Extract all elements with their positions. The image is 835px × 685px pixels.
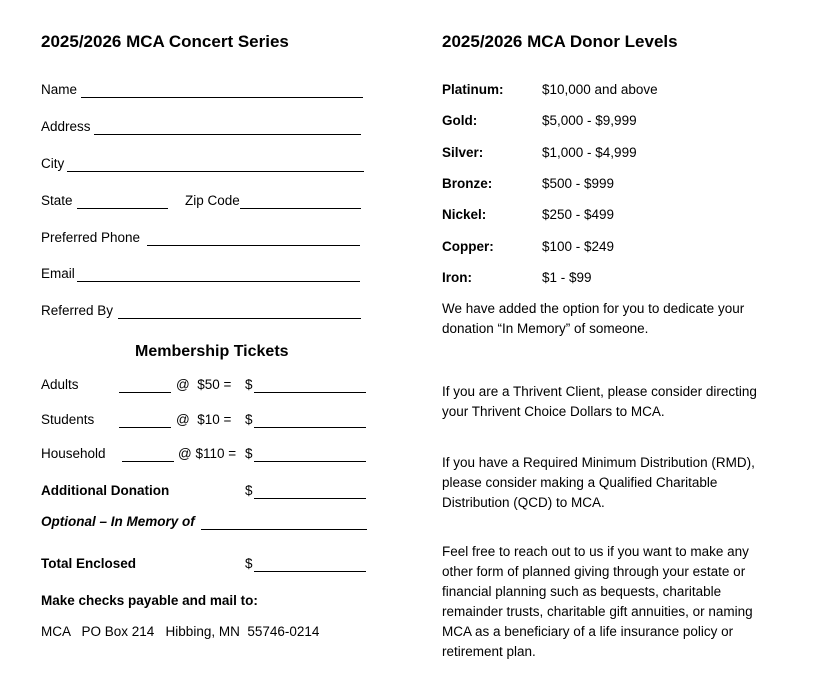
level-range: $100 - $249 xyxy=(542,239,615,254)
total-currency: $ xyxy=(245,556,253,571)
memory-label: Optional – In Memory of xyxy=(41,514,195,529)
form-title: 2025/2026 MCA Concert Series xyxy=(41,32,289,51)
zip-label: Zip Code xyxy=(185,193,240,208)
level-name: Silver: xyxy=(442,145,484,160)
adults-amount-field[interactable] xyxy=(254,392,366,393)
additional-donation-field[interactable] xyxy=(254,498,366,499)
additional-donation-currency: $ xyxy=(245,483,253,498)
level-range: $1,000 - $4,999 xyxy=(542,145,637,160)
mail-address: MCA PO Box 214 Hibbing, MN 55746-0214 xyxy=(41,624,320,639)
referred-field[interactable] xyxy=(118,318,361,319)
phone-label: Preferred Phone xyxy=(41,230,141,245)
name-field[interactable] xyxy=(81,97,363,98)
city-label: City xyxy=(41,156,65,171)
household-price: @ $110 = xyxy=(178,446,237,461)
email-field[interactable] xyxy=(77,281,360,282)
level-range: $10,000 and above xyxy=(542,82,658,97)
memory-paragraph: We have added the option for you to dedicate your donation “In Memory” of someone. xyxy=(442,301,745,336)
planned-giving-paragraph: Feel free to reach out to us if you want to make any other form of planned giving through your estate or financial planning such as bequests, charitable remainder trusts, charitable gift annuities, or naming MCA as a beneficiary of a life insurance policy or retirement plan. xyxy=(442,544,753,659)
address-label: Address xyxy=(41,119,91,134)
additional-donation-label: Additional Donation xyxy=(41,483,170,498)
level-range: $250 - $499 xyxy=(542,207,615,222)
adults-currency: $ xyxy=(245,377,253,392)
household-qty-field[interactable] xyxy=(122,461,174,462)
level-range: $5,000 - $9,999 xyxy=(542,113,637,128)
referred-label: Referred By xyxy=(41,303,114,318)
address-field[interactable] xyxy=(94,134,361,135)
level-range: $500 - $999 xyxy=(542,176,615,191)
rmd-paragraph: If you have a Required Minimum Distribution (RMD), please consider making a Qualified Charitable Distribution (QCD) to MCA. xyxy=(442,455,755,510)
students-amount-field[interactable] xyxy=(254,427,366,428)
level-name: Nickel: xyxy=(442,207,487,222)
state-label: State xyxy=(41,193,73,208)
zip-field[interactable] xyxy=(240,208,361,209)
mail-heading: Make checks payable and mail to: xyxy=(41,593,258,608)
membership-title: Membership Tickets xyxy=(135,343,289,360)
level-name: Gold: xyxy=(442,113,478,128)
donor-title: 2025/2026 MCA Donor Levels xyxy=(442,32,678,51)
total-field[interactable] xyxy=(254,571,366,572)
level-name: Iron: xyxy=(442,270,472,285)
adults-qty-field[interactable] xyxy=(119,392,171,393)
household-label: Household xyxy=(41,446,106,461)
students-qty-field[interactable] xyxy=(119,427,171,428)
students-label: Students xyxy=(41,412,95,427)
memory-field[interactable] xyxy=(201,529,367,530)
city-field[interactable] xyxy=(67,171,364,172)
phone-field[interactable] xyxy=(147,245,360,246)
total-label: Total Enclosed xyxy=(41,556,137,571)
students-currency: $ xyxy=(245,412,253,427)
students-price: @ $10 = xyxy=(176,412,232,427)
email-label: Email xyxy=(41,266,75,281)
adults-label: Adults xyxy=(41,377,79,392)
name-label: Name xyxy=(41,82,78,97)
thrivent-paragraph: If you are a Thrivent Client, please consider directing your Thrivent Choice Dollars to MCA. xyxy=(442,384,757,419)
level-range: $1 - $99 xyxy=(542,270,592,285)
household-amount-field[interactable] xyxy=(254,461,366,462)
household-currency: $ xyxy=(245,446,253,461)
level-name: Copper: xyxy=(442,239,494,254)
state-field[interactable] xyxy=(77,208,168,209)
level-name: Bronze: xyxy=(442,176,493,191)
level-name: Platinum: xyxy=(442,82,504,97)
adults-price: @ $50 = xyxy=(176,377,232,392)
